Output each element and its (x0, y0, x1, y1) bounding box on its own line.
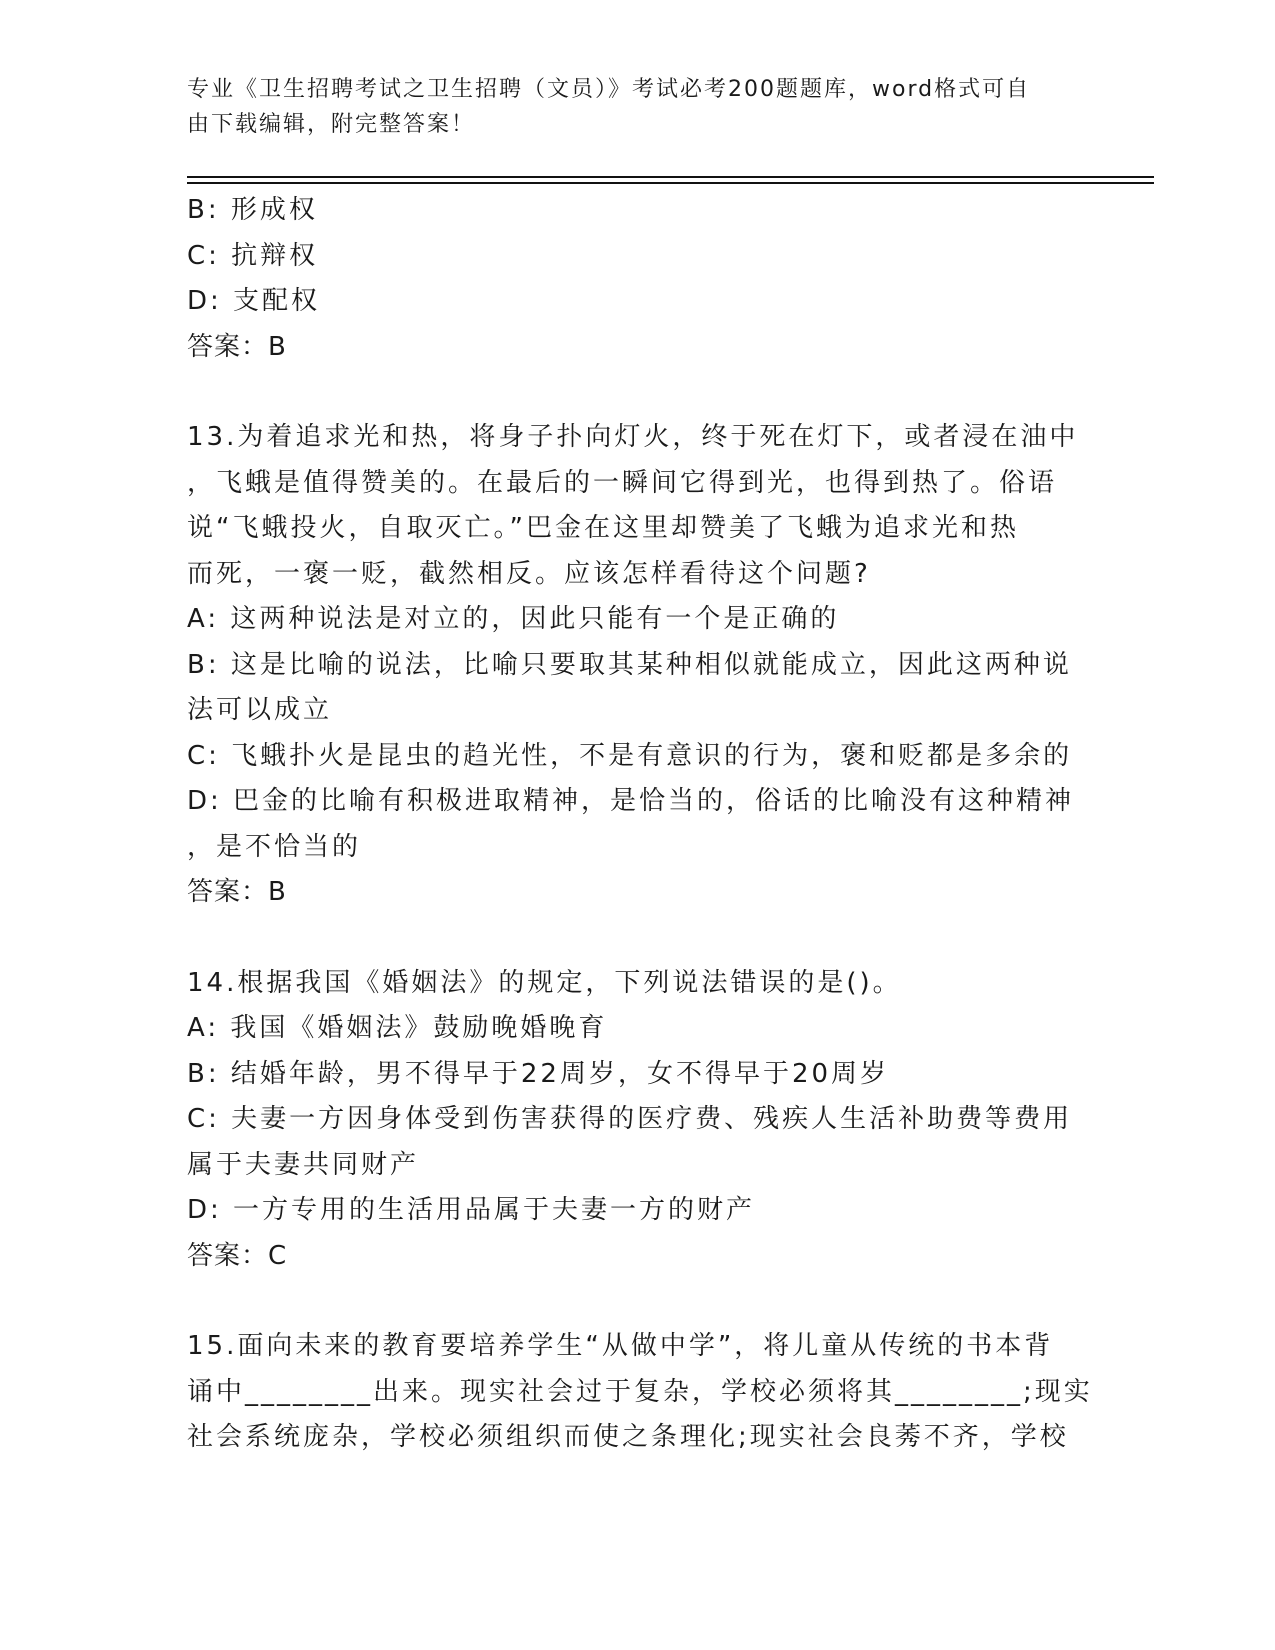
option-d-cont: ，是不恰当的 (187, 831, 362, 862)
header-rule-bottom (187, 182, 1154, 184)
header-line-2: 由下载编辑，附完整答案！ (187, 112, 476, 137)
question-12 (187, 188, 1087, 370)
question-15 (187, 1324, 1093, 1461)
option-c-cont: 属于夫妻共同财产 (187, 1149, 420, 1180)
option-b-cont: 法可以成立 (187, 695, 333, 725)
question-stem-line: 15.面向未来的教育要培养学生“从做中学”，将儿童从传统的书本背 (187, 1331, 1054, 1361)
spacer (187, 916, 1087, 961)
question-stem-line: 13.为着追求光和热，将身子扑向灯火，终于死在灯下，或者浸在油中 (187, 422, 1079, 452)
option-d: D: 一方专用的生活用品属于夫妻一方的财产 (187, 1195, 756, 1225)
option-a: A: 这两种说法是对立的，因此只能有一个是正确的 (187, 604, 840, 634)
question-stem-line: ，飞蛾是值得赞美的。在最后的一瞬间它得到光，也得到热了。俗语 (187, 467, 1058, 498)
option-d: D: 巴金的比喻有积极进取精神，是恰当的，俗话的比喻没有这种精神 (187, 786, 1075, 816)
question-stem-line: 而死，一褒一贬，截然相反。应该怎样看待这个问题? (187, 558, 871, 589)
question-stem-line: 诵中________出来。现实社会过于复杂，学校必须将其________;现实 (187, 1376, 1093, 1407)
answer-line: 答案：B (187, 331, 287, 362)
option-b: B: 结婚年龄，男不得早于22周岁，女不得早于20周岁 (187, 1058, 890, 1089)
header-rule-top (187, 176, 1154, 178)
spacer (187, 1279, 1087, 1324)
option-c: C: 抗辩权 (187, 240, 319, 271)
option-c: C: 飞蛾扑火是昆虫的趋光性，不是有意识的行为，褒和贬都是多余的 (187, 740, 1073, 771)
header-line-1: 专业《卫生招聘考试之卫生招聘（文员）》考试必考200题题库，word格式可自 (187, 77, 1031, 102)
question-stem-line: 说“飞蛾投火，自取灭亡。”巴金在这里却赞美了飞蛾为追求光和热 (187, 513, 1019, 543)
question-14 (187, 961, 1087, 1280)
answer-line: 答案：B (187, 877, 287, 907)
question-stem-line: 14.根据我国《婚姻法》的规定，下列说法错误的是()。 (187, 967, 902, 998)
option-b: B: 这是比喻的说法，比喻只要取其某种相似就能成立，因此这两种说 (187, 649, 1072, 680)
answer-line: 答案：C (187, 1240, 288, 1271)
document-header (187, 72, 1067, 142)
question-list (187, 188, 1093, 1461)
option-d: D: 支配权 (187, 286, 321, 316)
question-stem-line: 社会系统庞杂，学校必须组织而使之条理化;现实社会良莠不齐，学校 (187, 1422, 1069, 1452)
option-a: A: 我国《婚姻法》鼓励晚婚晚育 (187, 1013, 608, 1043)
option-b: B: 形成权 (187, 195, 318, 225)
spacer (187, 370, 1087, 415)
option-c: C: 夫妻一方因身体受到伤害获得的医疗费、残疾人生活补助费等费用 (187, 1104, 1073, 1134)
question-13 (187, 415, 1087, 916)
